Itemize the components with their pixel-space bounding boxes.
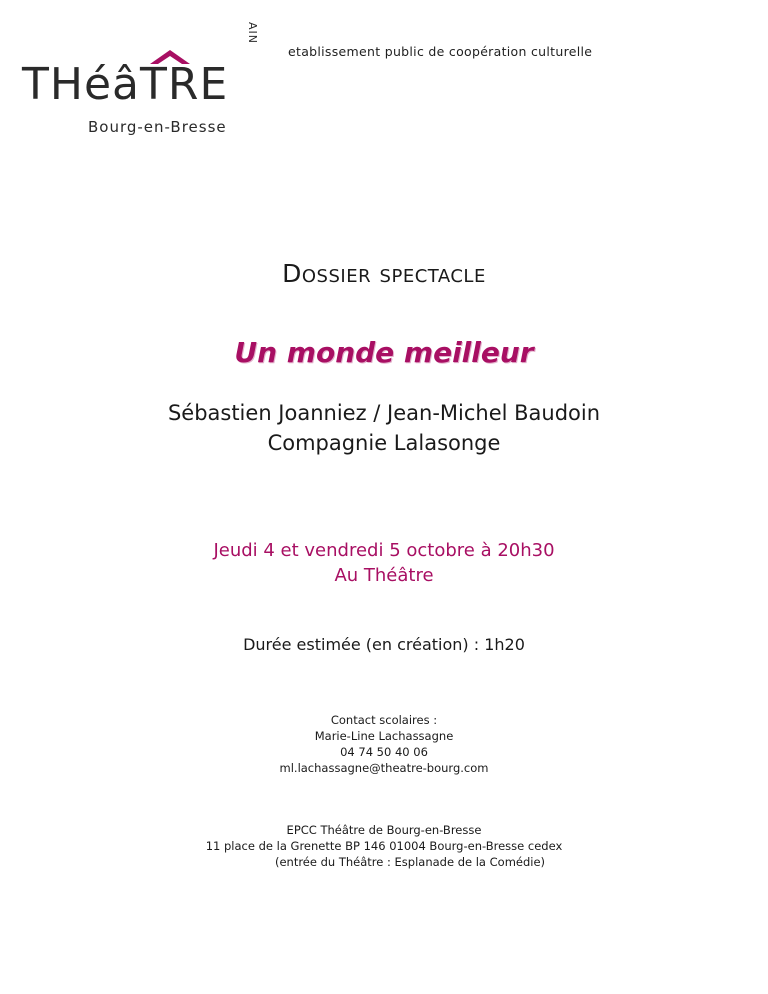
logo-region: AIN (246, 22, 259, 44)
performance-dates: Jeudi 4 et vendredi 5 octobre à 20h30 (213, 540, 555, 561)
authors: Sébastien Joanniez / Jean-Michel Baudoin (167, 401, 601, 425)
contact-phone: 04 74 50 40 06 (340, 745, 428, 759)
address-org: EPCC Théâtre de Bourg-en-Bresse (286, 823, 482, 837)
institution-tagline: etablissement public de coopération culturelle (288, 44, 593, 59)
theatre-logo (22, 20, 272, 136)
logo-wordmark: THéâTRE (22, 59, 229, 110)
show-title: Un monde meilleur (234, 336, 534, 369)
duration: Durée estimée (en création) : 1h20 (243, 635, 525, 654)
contact-heading: Contact scolaires : (330, 713, 438, 727)
company: Compagnie Lalasonge (267, 431, 501, 455)
contact-email: ml.lachassagne@theatre-bourg.com (279, 761, 489, 775)
address-street: 11 place de la Grenette BP 146 01004 Bourg-en-Bresse cedex (205, 839, 563, 853)
school-contact (0, 712, 768, 776)
logo-city: Bourg-en-Bresse (88, 118, 227, 136)
venue: Au Théâtre (334, 565, 434, 586)
address-entrance: (entrée du Théâtre : Esplanade de la Comédie) (274, 855, 546, 869)
performance-info (0, 538, 768, 588)
postal-address (0, 822, 768, 870)
contact-name: Marie-Line Lachassagne (314, 729, 454, 743)
credits (0, 398, 768, 458)
document-kind: Dossier spectacle (282, 259, 486, 288)
